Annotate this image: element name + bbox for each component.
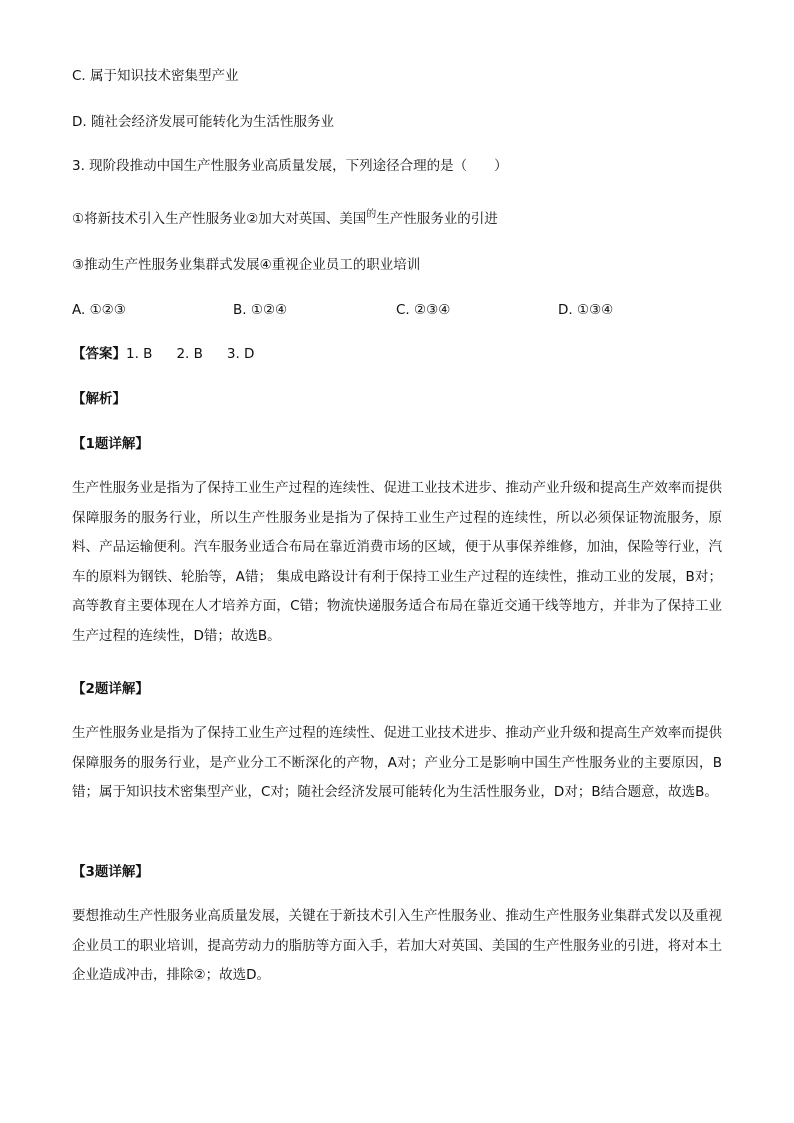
q3-option-a: A. ①②③	[72, 302, 126, 318]
section-3-heading: 【3题详解】	[72, 864, 149, 880]
option-c-line: C. 属于知识技术密集型产业	[72, 68, 239, 84]
section-1-heading: 【1题详解】	[72, 436, 149, 452]
q3-items1-sup: 的	[366, 209, 377, 220]
answer-line	[72, 344, 278, 364]
question-3-items-1	[72, 209, 498, 231]
section-1-body: 生产性服务业是指为了保持工业生产过程的连续性、促进工业技术进步、推动产业升级和提高生产效率而提供保障服务的服务行业，所以生产性服务业是指为了保持工业生产过程的连续性，所以必须保证物流服务，原料、产品运输便利。汽车服务业适合布局在靠近消费市场的区域，便于从事保养维修，加油，保险等行业，汽车的原料为钢铁、轮胎等，A错； 集成电路设计有利于保持工业生产过程的连续性，推动工业的发展，B对；高等教育主要体现在人才培养方面，C错；物流快递服务适合布局在靠近交通干线等地方，并非为了保持工业生产过程的连续性，D错；故选B。	[72, 480, 722, 644]
answer-item-1: 1. B	[126, 346, 153, 362]
option-d-line: D. 随社会经济发展可能转化为生活性服务业	[72, 114, 334, 130]
q3-option-b: B. ①②④	[233, 302, 288, 318]
q3-option-d: D. ①③④	[558, 302, 614, 318]
analysis-label: 【解析】	[72, 391, 126, 407]
q3-items1-part-b: 生产性服务业的引进	[376, 211, 498, 227]
answer-item-2: 2. B	[176, 346, 203, 362]
answer-label: 【答案】	[72, 346, 126, 362]
section-2-body: 生产性服务业是指为了保持工业生产过程的连续性、促进工业技术进步、推动产业升级和提高生产效率而提供保障服务的服务行业，是产业分工不断深化的产物，A对；产业分工是影响中国生产性服务业的主要原因，B错；属于知识技术密集型产业，C对；随社会经济发展可能转化为生活性服务业，D对；B结合题意，故选B。	[72, 725, 722, 800]
section-2-heading: 【2题详解】	[72, 681, 149, 697]
section-3-body: 要想推动生产性服务业高质量发展，关键在于新技术引入生产性服务业、推动生产性服务业集群式发以及重视企业员工的职业培训，提高劳动力的脂肪等方面入手，若加大对英国、美国的生产性服务业的引进，将对本土企业造成冲击，排除②；故选D。	[72, 908, 722, 983]
q3-items1-part-a: ①将新技术引入生产性服务业②加大对英国、美国	[72, 211, 367, 227]
question-3-items-2: ③推动生产性服务业集群式发展④重视企业员工的职业培训	[72, 257, 421, 273]
question-3: 3. 现阶段推动中国生产性服务业高质量发展，下列途径合理的是（ ）	[72, 158, 508, 174]
q3-option-c: C. ②③④	[396, 302, 451, 318]
answer-item-3: 3. D	[226, 346, 255, 362]
